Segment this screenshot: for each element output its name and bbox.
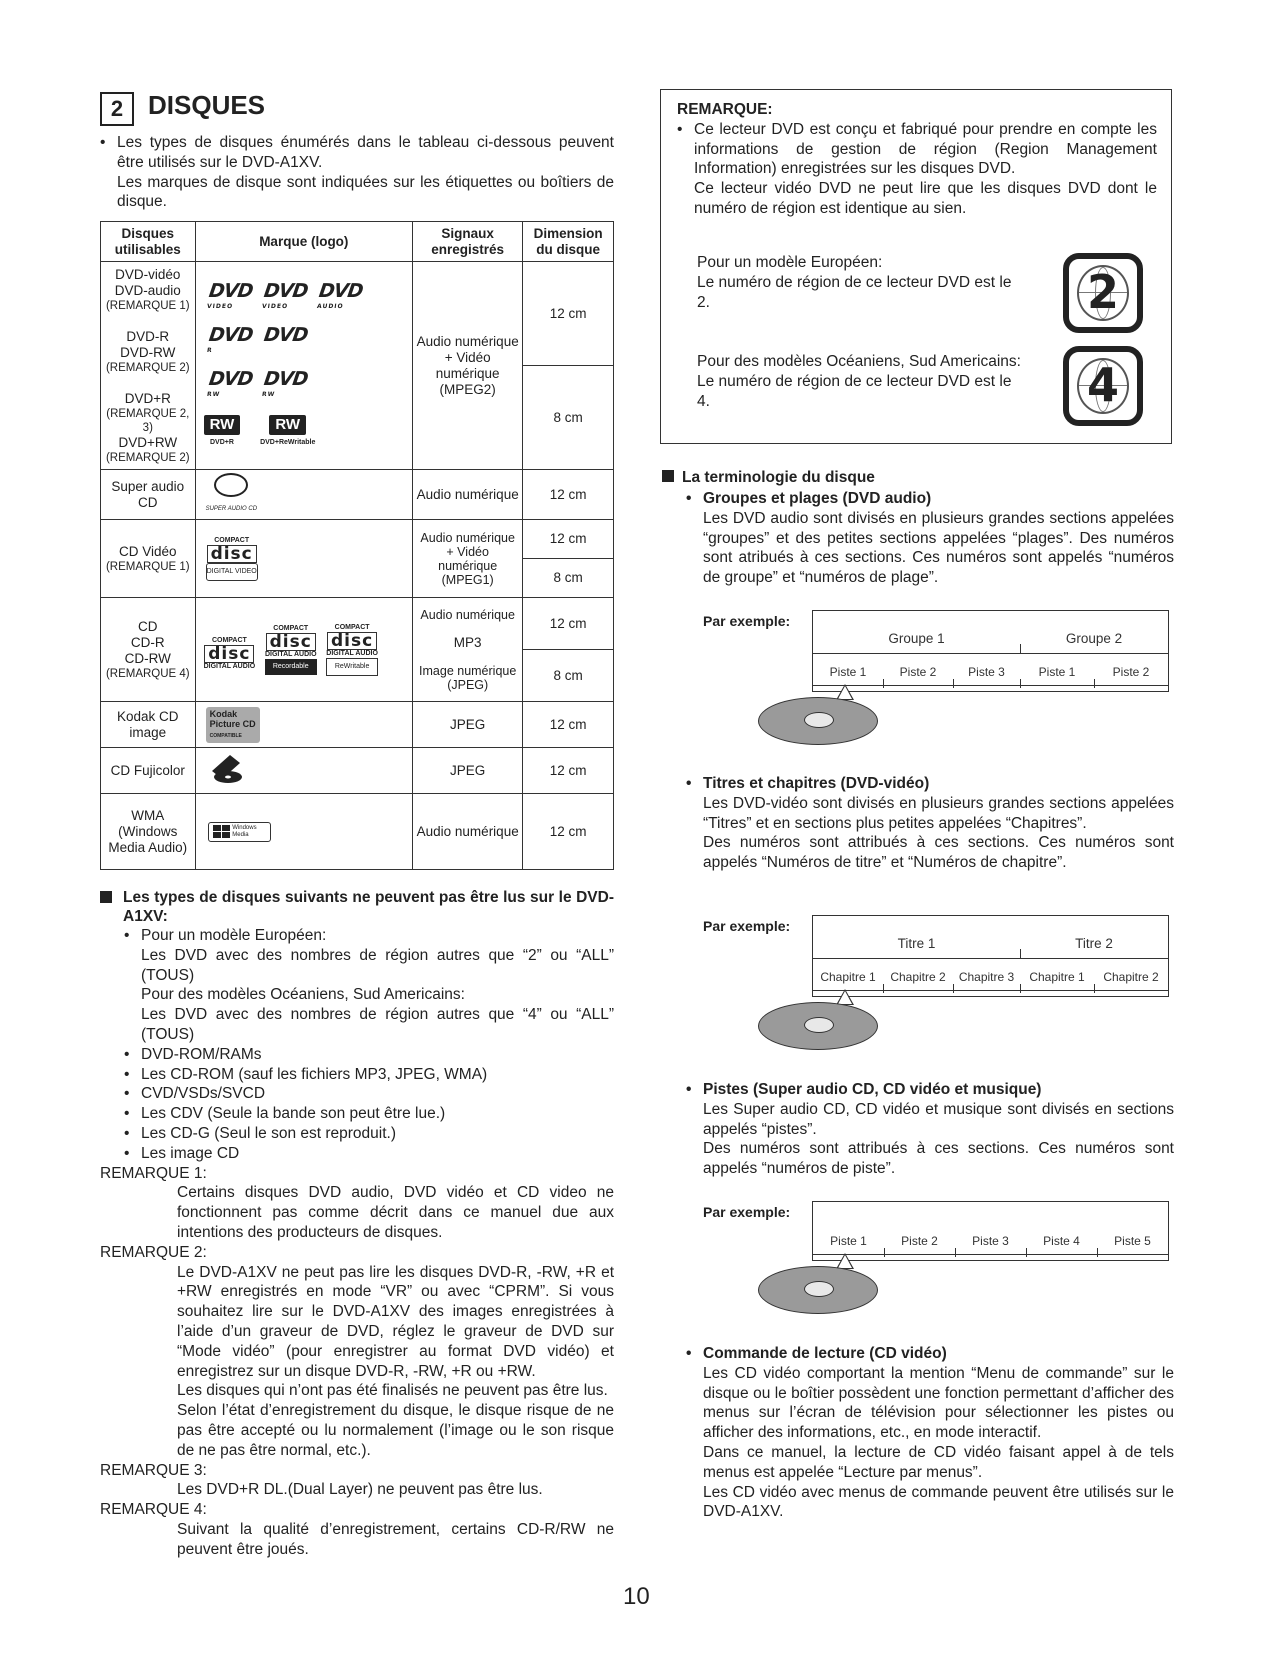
example-label-1: Par exemple: xyxy=(703,613,791,629)
header-disques: Disques utilisables xyxy=(101,222,196,262)
groups-title: Groupes et plages (DVD audio) xyxy=(703,490,932,507)
disc-icon xyxy=(758,697,878,745)
titles-diagram xyxy=(812,915,1169,997)
tracks-text2: Des numéros sont attribués à ces sections. Ces numéros sont appelés “numéros de piste”. xyxy=(703,1140,1174,1178)
group-2-label: Groupe 2 xyxy=(1065,631,1123,646)
unplayable-section: Les types de disques suivants ne peuvent pas être lus sur le DVD-A1XV: • Pour un modèle Européen: Les DVD avec des nombres de région autres que “2” ou “ALL” (TOUS) Pour des modèles Océaniens, Sud Americains: Les DVD avec des nombres de région autres que “4” ou “ALL” (TOUS) • DVD-ROM/RAMs • Les CD-ROM (sauf les fichiers MP3, JPEG, WMA) • CVD/VSDs/SVCD • Les CDV (Seule la bande son peut être lue.) • Les CD-G (Seul le son est reproduit.) • Les image CD REMARQUE 1: Certains disques DVD audio, DVD vidéo et CD video ne fonctionnent pas comme décrit dans ce manuel due aux intentions des producteurs de disques. REMARQUE 2: Le DVD-A1XV ne peut pas lire les disques DVD-R, -RW, +R et +RW enregistrés en mode “VR” ou avec “CPRM”. Si vous souhaitez lire sur le DVD-A1XV des images enregistrées à l’aide d’un graveur de DVD, réglez le graveur de DVD sur “Mode vidéo” (pour enregistrer au format DVD vidéo) et enregistrez sur un disque DVD-R, -RW, +R ou +RW. Les disques qui n’ont pas été finalisés ne peuvent pas être lus. Selon l’état d’enregistrement du disque, le disque risque de ne pas être accepté ou lu normalement (l’image ou le son risque de ne pas être normal, etc.). REMARQUE 3: Les DVD+R DL.(Dual Layer) ne peuvent pas être lus. REMARQUE 4: Suivant la qualité d’enregistrement, certains CD-R/RW ne peuvent être joués. xyxy=(100,889,614,1558)
dvd-logos xyxy=(195,262,412,470)
eu-text: Les DVD avec des nombres de région autres que “2” ou “ALL” (TOUS) xyxy=(141,946,614,984)
chapter-cell: Chapitre 2 xyxy=(890,970,946,984)
intro-line2: Les marques de disque sont indiquées sur les étiquettes ou boîtiers de disque. xyxy=(117,173,614,211)
disc-icon xyxy=(758,1002,878,1050)
wma-name: WMA (Windows Media Audio) xyxy=(101,794,196,870)
dvd-audio-logo: DVD AUDIO xyxy=(316,279,364,310)
unplayable-item: Les CD-G (Seul le son est reproduit.) xyxy=(141,1124,396,1142)
cd-logos xyxy=(195,598,412,702)
group-1-label: Groupe 1 xyxy=(888,631,945,646)
remark-box-eu: Pour un modèle Européen: Le numéro de région de ce lecteur DVD est le 2. xyxy=(697,254,1012,311)
dvd-signal: Audio numérique + Vidéo numérique (MPEG2) xyxy=(413,262,523,470)
dvd-rw-logo: DVD RW xyxy=(206,367,254,398)
remark-box-oc: Pour des modèles Océaniens, Sud Americains: Le numéro de région de ce lecteur DVD est le 4. xyxy=(697,353,1021,410)
wma-logo: Windows Media xyxy=(195,794,412,870)
square-bullet-icon xyxy=(662,470,674,482)
sacd-signal: Audio numérique xyxy=(413,470,523,520)
track-cell: Piste 3 xyxy=(968,665,1005,679)
vcd-signal: Audio numérique + Vidéo numérique (MPEG1) xyxy=(413,520,523,598)
fuji-logo xyxy=(195,748,412,794)
track-cell: Piste 3 xyxy=(972,1234,1009,1248)
remark-box-text2: Ce lecteur vidéo DVD ne peut lire que les disques DVD dont le numéro de région est identique au sien. xyxy=(694,180,1157,217)
titles-text1: Les DVD-vidéo sont divisés en plusieurs grandes sections appelées “Titres” et en sections plus petites appelées “Chapitres”. xyxy=(703,794,1174,832)
remark2-text1: Le DVD-A1XV ne peut pas lire les disques DVD-R, -RW, +R et +RW enregistrés en mode “VR” ou avec “CPRM”. Si vous souhaitez lire sur le DVD-A1XV des images enregistrées à l’aide d’un graveur de DVD, réglez le graveur de DVD sur “Mode vidéo” (pour enregistrer au format DVD vidéo) et enregistrez sur un disque DVD-R, -RW, +R ou +RW. xyxy=(177,1263,614,1380)
section-number: 2 xyxy=(100,92,134,126)
vcd-size-8: 8 cm xyxy=(523,559,614,598)
dvd-r-label: DVD-R xyxy=(126,328,170,344)
unplayable-item: Les CDV (Seule la bande son peut être lue.) xyxy=(141,1105,446,1123)
playback-text1: Les CD vidéo comportant la mention “Menu de commande” sur le disque ou le boîtier possèdent une fonction permettant d’afficher des menus sur l’écran de télévision pour sélectionner les pistes ou afficher des informations, etc., en mode interactif. xyxy=(703,1364,1174,1442)
track-cell: Piste 2 xyxy=(901,1234,938,1248)
remark2-text3: Selon l’état d’enregistrement du disque, le disque risque de ne pas être accepté ou lu normalement (l’image ou le son risque de ne pas être normal, etc.). xyxy=(177,1402,614,1459)
fuji-signal: JPEG xyxy=(413,748,523,794)
track-cell: Piste 5 xyxy=(1114,1234,1151,1248)
titles-title: Titres et chapitres (DVD-vidéo) xyxy=(703,775,930,792)
windows-icon xyxy=(213,825,231,839)
remark2-text2: Les disques qui n’ont pas été finalisés ne peuvent pas être lus. xyxy=(177,1382,608,1400)
eu-label: Pour un modèle Européen: xyxy=(141,927,327,944)
vcd-logo: COMPACT disc DIGITAL VIDEO xyxy=(195,520,412,598)
region-2-icon: 2 xyxy=(1063,253,1143,333)
dvd-note2: (REMARQUE 2) xyxy=(105,361,190,374)
wma-size: 12 cm xyxy=(523,794,614,870)
oc-label: Pour des modèles Océaniens, Sud Americains: xyxy=(141,986,465,1004)
fuji-size: 12 cm xyxy=(523,748,614,794)
cd-size-12: 12 cm xyxy=(523,598,614,650)
dvd-plus-r-label: DVD+R xyxy=(124,390,171,406)
vcd-name: CD Vidéo (REMARQUE 1) xyxy=(101,520,196,598)
unplayable-item: Les CD-ROM (sauf les fichiers MP3, JPEG, WMA) xyxy=(141,1065,488,1083)
tracks-section: • Pistes (Super audio CD, CD vidéo et musique) Les Super audio CD, CD vidéo et musique sont divisés en sections appelés “pistes”. Des numéros sont attribués à ces sections. Ces numéros sont appelés “numéros de piste”. xyxy=(686,1081,1174,1178)
dvd-note4: (REMARQUE 2) xyxy=(105,451,190,464)
wma-signal: Audio numérique xyxy=(413,794,523,870)
section-title: DISQUES xyxy=(148,90,266,120)
playback-text3: Les CD vidéo avec menus de commande peuvent être utilisés sur le DVD-A1XV. xyxy=(703,1483,1174,1521)
intro-line1: Les types de disques énumérés dans le tableau ci-dessous peuvent être utilisés sur le DVD-A1XV. xyxy=(117,134,614,171)
dvd-video-logo-2: DVD VIDEO xyxy=(261,279,309,310)
title-1-label: Titre 1 xyxy=(897,936,936,951)
disc-icon xyxy=(758,1266,878,1314)
header-dimension: Dimension du disque xyxy=(523,222,614,262)
sacd-disc-icon xyxy=(214,473,248,497)
unplayable-heading: Les types de disques suivants ne peuvent pas être lus sur le DVD-A1XV: xyxy=(123,889,614,925)
sacd-size: 12 cm xyxy=(523,470,614,520)
dvd-plus-rw-label: DVD+RW xyxy=(118,434,178,450)
dvd-types xyxy=(101,262,196,470)
kodak-signal: JPEG xyxy=(413,702,523,748)
page-number: 10 xyxy=(623,1583,650,1610)
header-marque: Marque (logo) xyxy=(195,222,412,262)
sacd-logo: SUPER AUDIO CD xyxy=(195,470,412,520)
square-bullet-icon xyxy=(100,891,112,903)
intro: • Les types de disques énumérés dans le tableau ci-dessous peuvent être utilisés sur le DVD-A1XV. Les marques de disque sont indiquées sur les étiquettes ou boîtiers de disque. xyxy=(100,134,614,211)
fujicolor-icon xyxy=(208,753,244,785)
dvd-plus-rw-logo: RW DVD+ReWritable xyxy=(260,415,316,446)
dvd-rw-logo-2: DVD RW xyxy=(261,367,309,398)
remark1-text: Certains disques DVD audio, DVD vidéo et CD video ne fonctionnent pas comme décrit dans ce manuel due aux intentions des producteurs de disques. xyxy=(177,1184,614,1241)
dvd-note1: (REMARQUE 1) xyxy=(105,299,190,312)
region-remark-box: REMARQUE: • Ce lecteur DVD est conçu et fabriqué pour prendre en compte les informations de gestion de région (Region Management Information) enregistrées sur les disques DVD. Ce lecteur vidéo DVD ne peut lire que les disques DVD dont le numéro de région est identique au sien. Pour un modèle Européen: Le numéro de région de ce lecteur DVD est le 2. 2 Pour des modèles Océaniens, Sud Americains: Le numéro de région de ce lecteur DVD est le 4. 4 xyxy=(660,89,1172,444)
sacd-name: Super audio CD xyxy=(101,470,196,520)
chapter-cell: Chapitre 1 xyxy=(820,970,876,984)
vcd-size-12: 12 cm xyxy=(523,520,614,559)
dvd-rw-label: DVD-RW xyxy=(120,344,176,360)
dvd-plus-r-logo: RW DVD+R xyxy=(204,415,241,451)
groups-text: Les DVD audio sont divisés en plusieurs grandes sections appelées “groupes” et des petites sections appelées “plages”. Des numéros sont atribués à ces sections. Ces numéros sont appelés “numéros de groupe” et “numéros de plage”. xyxy=(703,509,1174,587)
unplayable-item: Les image CD xyxy=(141,1144,240,1162)
remark3-label: REMARQUE 3: xyxy=(100,1461,207,1479)
disc-table xyxy=(100,221,614,870)
playback-text2: Dans ce manuel, la lecture de CD vidéo faisant appel à de tels menus est appelée “Lecture par menus”. xyxy=(703,1443,1174,1481)
dvd-video-logo: DVD VIDEO xyxy=(206,279,254,310)
chapter-cell: Chapitre 2 xyxy=(1103,970,1159,984)
titles-text2: Des numéros sont attribués à ces sections. Ces numéros sont appelés “Numéros de titre” et “Numéros de chapitre”. xyxy=(703,834,1174,872)
kodak-size: 12 cm xyxy=(523,702,614,748)
terminology-heading: La terminologie du disque xyxy=(662,469,875,487)
remark4-text: Suivant la qualité d’enregistrement, certains CD-R/RW ne peuvent être joués. xyxy=(177,1520,614,1558)
remark-box-text1: Ce lecteur DVD est conçu et fabriqué pour prendre en compte les informations de gestion de région (Region Management Information) enregistrées sur les disques DVD. xyxy=(694,120,1157,178)
playback-section: • Commande de lecture (CD vidéo) Les CD vidéo comportant la mention “Menu de commande” sur le disque ou le boîtier possèdent une fonction permettant d’afficher des menus sur l’écran de télévision pour sélectionner les pistes ou afficher des informations, etc., en mode interactif. Dans ce manuel, la lecture de CD vidéo faisant appel à de tels menus est appelée “Lecture par menus”. Les CD vidéo avec menus de commande peuvent être utilisés sur le DVD-A1XV. xyxy=(686,1345,1174,1521)
remark4-label: REMARQUE 4: xyxy=(100,1501,207,1519)
cd-size-8: 8 cm xyxy=(523,650,614,702)
remark3-text: Les DVD+R DL.(Dual Layer) ne peuvent pas être lus. xyxy=(177,1481,543,1499)
cd-signal: Audio numérique MP3 Image numérique (JPEG) xyxy=(413,598,523,702)
region-4-icon: 4 xyxy=(1063,346,1143,426)
cd-rw-logo: COMPACT disc DIGITAL AUDIO ReWritable xyxy=(326,624,378,676)
dvd-r-logo: DVD R xyxy=(206,323,254,354)
cd-names: CD CD-R CD-RW (REMARQUE 4) xyxy=(101,598,196,702)
header-signaux: Signaux enregistrés xyxy=(413,222,523,262)
groups-section: • Groupes et plages (DVD audio) Les DVD audio sont divisés en plusieurs grandes sections appelées “groupes” et des petites sections appelées “plages”. Des numéros sont atribués à ces sections. Ces numéros sont appelés “numéros de groupe” et “numéros de plage”. xyxy=(686,490,1174,587)
kodak-logo: Kodak Picture CD COMPATIBLE xyxy=(195,702,412,748)
track-cell: Piste 2 xyxy=(1112,665,1150,679)
tracks-text1: Les Super audio CD, CD vidéo et musique sont divisés en sections appelés “pistes”. xyxy=(703,1100,1174,1138)
groups-diagram xyxy=(812,610,1169,692)
dvd-size-12: 12 cm xyxy=(523,262,614,366)
cd-audio-logo: COMPACT disc DIGITAL AUDIO xyxy=(203,636,256,670)
track-cell: Piste 1 xyxy=(829,665,867,679)
chapter-cell: Chapitre 3 xyxy=(958,970,1015,984)
tracks-title: Pistes (Super audio CD, CD vidéo et musique) xyxy=(703,1081,1042,1098)
track-cell: Piste 1 xyxy=(830,1234,867,1248)
kodak-name: Kodak CD image xyxy=(101,702,196,748)
oc-text: Les DVD avec des nombres de région autres que “4” ou “ALL” (TOUS) xyxy=(141,1006,614,1043)
track-cell: Piste 4 xyxy=(1043,1234,1080,1248)
track-cell: Piste 1 xyxy=(1038,665,1076,679)
track-cell: Piste 2 xyxy=(899,665,937,679)
remark-box-title: REMARQUE: xyxy=(677,101,773,118)
tracks-diagram xyxy=(812,1201,1169,1261)
example-label-3: Par exemple: xyxy=(703,1204,791,1220)
dvd-r-logo-2: DVD xyxy=(262,323,309,346)
dvd-video-label: DVD-vidéo xyxy=(115,266,181,282)
example-label-2: Par exemple: xyxy=(703,918,791,934)
dvd-note3: (REMARQUE 2, 3) xyxy=(106,407,190,434)
unplayable-item: CVD/VSDs/SVCD xyxy=(141,1085,266,1103)
remark1-label: REMARQUE 1: xyxy=(100,1164,207,1182)
playback-title: Commande de lecture (CD vidéo) xyxy=(703,1345,947,1362)
fuji-name: CD Fujicolor xyxy=(101,748,196,794)
dvd-audio-label: DVD-audio xyxy=(114,282,181,298)
remark2-label: REMARQUE 2: xyxy=(100,1243,207,1261)
dvd-size-8: 8 cm xyxy=(523,366,614,470)
unplayable-item: DVD-ROM/RAMs xyxy=(141,1045,262,1063)
chapter-cell: Chapitre 1 xyxy=(1029,970,1085,984)
cd-r-logo: COMPACT disc DIGITAL AUDIO Recordable xyxy=(265,625,317,675)
titles-section: • Titres et chapitres (DVD-vidéo) Les DVD-vidéo sont divisés en plusieurs grandes sections appelées “Titres” et en sections plus petites appelées “Chapitres”. Des numéros sont attribués à ces sections. Ces numéros sont appelés “Numéros de titre” et “Numéros de chapitre”. xyxy=(686,775,1174,872)
title-2-label: Titre 2 xyxy=(1075,936,1113,951)
